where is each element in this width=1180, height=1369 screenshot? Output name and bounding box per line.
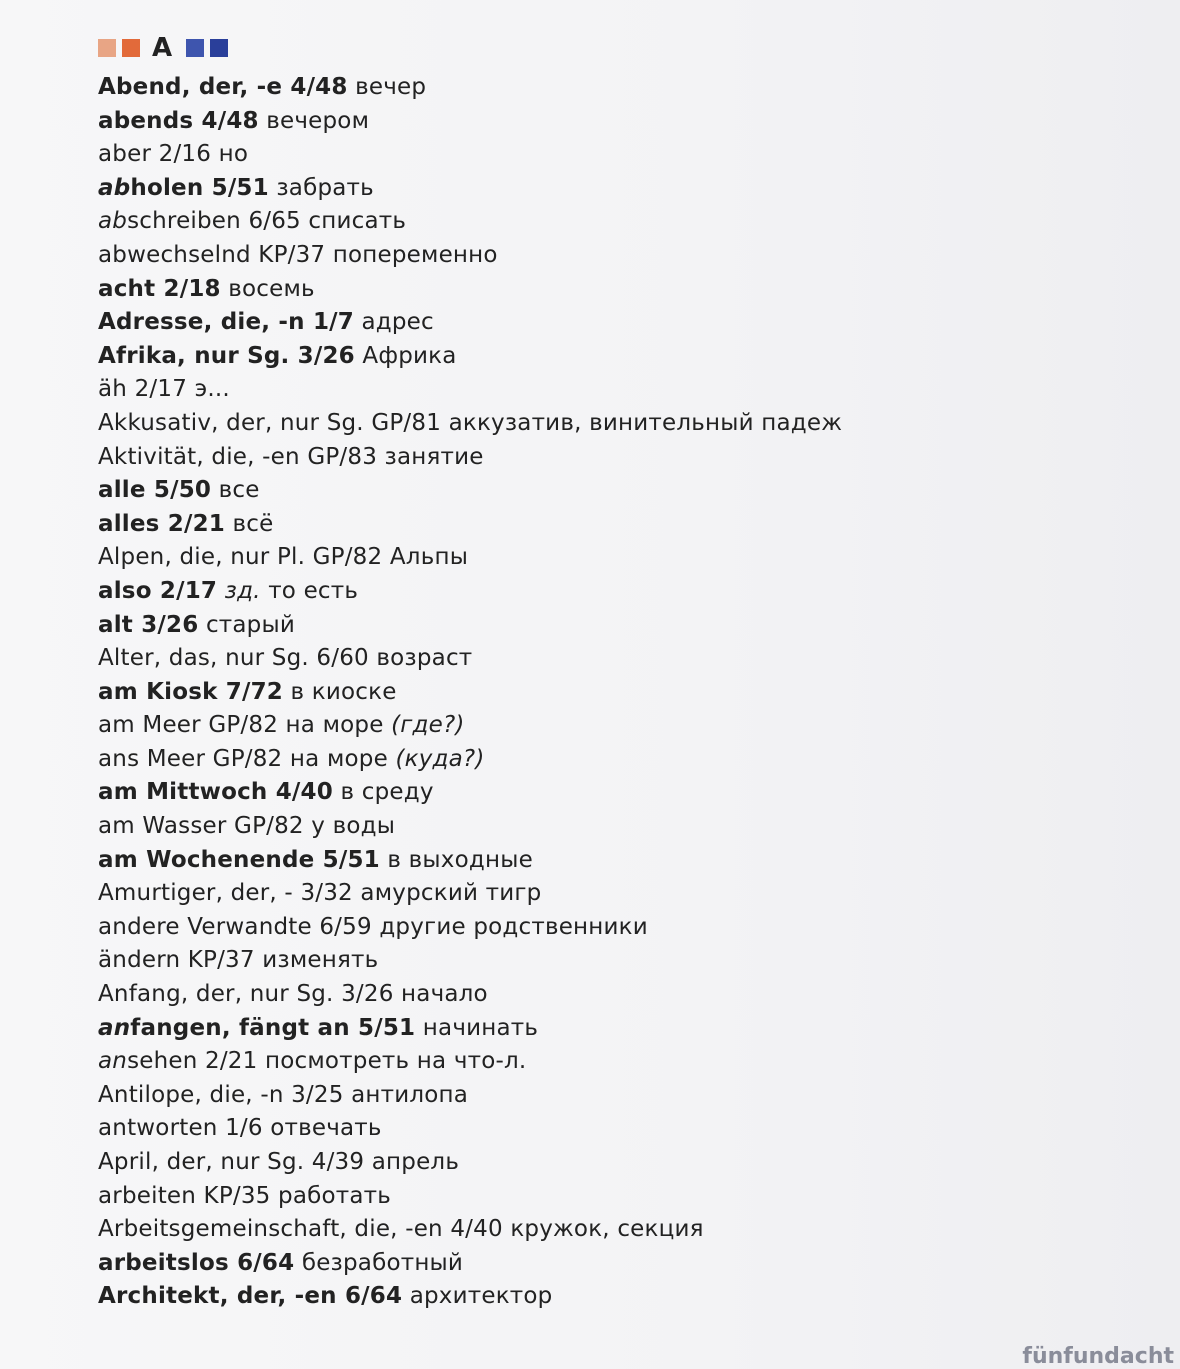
entry-translation: изменять	[262, 947, 379, 974]
headword-text: arbeiten KP/35	[98, 1182, 271, 1209]
vocab-entry	[98, 911, 842, 945]
entry-headword	[98, 645, 369, 671]
entry-headword	[98, 242, 325, 268]
entry-headword	[98, 1015, 415, 1041]
headword-text: am Wasser GP/82	[98, 813, 304, 840]
vocab-entry	[98, 508, 842, 542]
headword-text: schreiben 6/65	[127, 208, 301, 235]
entry-headword	[98, 208, 301, 234]
entry-translation: всё	[232, 510, 274, 537]
entry-headword	[98, 544, 382, 570]
entry-headword	[98, 612, 198, 638]
headword-text: alles 2/21	[98, 510, 225, 537]
vocab-entry	[98, 541, 842, 575]
separable-prefix: an	[98, 1014, 131, 1041]
vocab-entry	[98, 138, 842, 172]
headword-text: Alter, das, nur Sg. 6/60	[98, 645, 369, 672]
entry-translation: возраст	[376, 645, 473, 672]
entry-translation: отвечать	[270, 1115, 382, 1142]
entry-headword	[98, 1250, 294, 1276]
headword-text: Anfang, der, nur Sg. 3/26	[98, 981, 394, 1008]
entry-headword	[98, 74, 348, 100]
entry-headword	[98, 141, 211, 167]
entry-translation: старый	[205, 611, 295, 638]
entry-headword	[98, 108, 259, 134]
entry-headword	[98, 947, 255, 973]
vocab-entry	[98, 810, 842, 844]
headword-text: Adresse, die, -n 1/7	[98, 309, 354, 336]
vocab-entry	[98, 877, 842, 911]
vocab-entry	[98, 1280, 842, 1314]
entry-translation: э...	[194, 376, 230, 403]
entry-translation: адрес	[361, 309, 434, 336]
vocab-entry	[98, 1045, 842, 1079]
headword-text: holen 5/51	[130, 174, 269, 201]
vocabulary-list	[98, 71, 842, 1314]
vocab-entry	[98, 71, 842, 105]
entry-headword	[98, 511, 225, 537]
separable-prefix: ab	[98, 174, 131, 201]
entry-headword	[98, 813, 304, 839]
entry-translation: у воды	[311, 813, 396, 840]
entry-translation: на море	[289, 745, 388, 772]
vocab-entry	[98, 743, 842, 777]
headword-text: alt 3/26	[98, 611, 199, 638]
entry-headword	[98, 1183, 271, 1209]
entry-headword	[98, 578, 217, 604]
entry-translation: амурский тигр	[360, 880, 542, 907]
headword-text: acht 2/18	[98, 275, 221, 302]
headword-text: andere Verwandte 6/59	[98, 913, 372, 940]
entry-translation: посмотреть на что-л.	[265, 1048, 527, 1075]
headword-text: ändern KP/37	[98, 947, 255, 974]
headword-text: Abend, der, -e 4/48	[98, 74, 348, 100]
entry-translation: в киоске	[290, 678, 397, 705]
headword-text: Architekt, der, -en 6/64	[98, 1283, 403, 1310]
entry-headword	[98, 175, 269, 201]
usage-note: (куда?)	[395, 745, 485, 772]
entry-headword	[98, 880, 353, 906]
section-header	[98, 33, 228, 63]
vocab-entry	[98, 609, 842, 643]
entry-headword	[98, 679, 283, 705]
entry-translation: в выходные	[387, 846, 533, 873]
vocab-entry	[98, 373, 842, 407]
headword-text: antworten 1/6	[98, 1115, 263, 1142]
headword-text: Alpen, die, nur Pl. GP/82	[98, 544, 383, 571]
separable-prefix: an	[98, 1048, 128, 1075]
headword-text: abends 4/48	[98, 107, 259, 134]
vocab-entry	[98, 1112, 842, 1146]
vocab-entry	[98, 844, 842, 878]
headword-text: ans Meer GP/82	[98, 745, 283, 772]
headword-text: am Wochenende 5/51	[98, 846, 380, 873]
color-square-3	[186, 39, 204, 57]
entry-headword	[98, 309, 354, 335]
entry-headword	[98, 1115, 263, 1141]
headword-text: Afrika, nur Sg. 3/26	[98, 342, 355, 369]
entry-translation: Альпы	[389, 544, 469, 571]
entry-translation: аккузатив, винительный падеж	[448, 409, 843, 436]
separable-prefix: ab	[98, 208, 128, 235]
entry-translation: вечером	[266, 107, 370, 134]
vocab-entry	[98, 676, 842, 710]
vocab-entry	[98, 709, 842, 743]
entry-headword	[98, 746, 282, 772]
vocab-entry	[98, 978, 842, 1012]
entry-translation: в среду	[340, 779, 434, 806]
headword-text: April, der, nur Sg. 4/39	[98, 1149, 365, 1175]
headword-text: am Mittwoch 4/40	[98, 779, 333, 806]
entry-headword	[98, 1082, 344, 1108]
entry-headword	[98, 981, 394, 1007]
usage-note: (где?)	[391, 712, 465, 739]
entry-headword	[98, 712, 278, 738]
vocab-entry	[98, 205, 842, 239]
entry-translation: архитектор	[409, 1283, 553, 1310]
entry-translation: кружок, секция	[510, 1216, 704, 1243]
vocab-entry	[98, 1079, 842, 1113]
entry-translation: занятие	[384, 443, 484, 470]
headword-text: am Meer GP/82	[98, 712, 279, 739]
entry-translation: восемь	[228, 275, 315, 302]
headword-text: äh 2/17	[98, 376, 188, 403]
headword-text: Akkusativ, der, nur Sg. GP/81	[98, 409, 442, 436]
headword-text: Arbeitsgemeinschaft, die, -en 4/40	[98, 1216, 503, 1243]
entry-translation: забрать	[276, 174, 374, 201]
entry-headword	[98, 1216, 503, 1242]
vocab-entry	[98, 306, 842, 340]
color-square-4	[210, 39, 228, 57]
entry-translation: на море	[285, 712, 384, 739]
entry-translation: но	[218, 141, 249, 168]
vocab-entry	[98, 944, 842, 978]
vocab-entry	[98, 239, 842, 273]
entry-translation: то есть	[268, 577, 359, 604]
vocab-entry	[98, 642, 842, 676]
entry-headword	[98, 410, 441, 436]
entry-headword	[98, 477, 211, 503]
entry-headword	[98, 1283, 402, 1309]
vocab-entry	[98, 1213, 842, 1247]
vocab-entry	[98, 105, 842, 139]
entry-translation: антилопа	[351, 1081, 469, 1108]
headword-text: aber 2/16	[98, 141, 212, 168]
entry-headword	[98, 1149, 364, 1175]
vocab-entry	[98, 1146, 842, 1180]
vocab-entry	[98, 1012, 842, 1046]
section-letter: A	[152, 33, 173, 63]
headword-text: arbeitslos 6/64	[98, 1249, 295, 1276]
entry-headword	[98, 1048, 257, 1074]
entry-translation: Африка	[362, 342, 457, 369]
entry-headword	[98, 376, 187, 402]
vocab-entry	[98, 441, 842, 475]
headword-text: sehen 2/21	[127, 1048, 258, 1075]
color-square-1	[98, 39, 116, 57]
entry-translation: апрель	[371, 1149, 460, 1175]
entry-headword	[98, 779, 333, 805]
entry-headword	[98, 444, 377, 470]
entry-headword	[98, 343, 355, 369]
headword-text: fangen, fängt an 5/51	[130, 1014, 416, 1041]
vocab-entry	[98, 172, 842, 206]
entry-translation: начинать	[422, 1014, 539, 1041]
headword-text: alle 5/50	[98, 477, 212, 504]
headword-text: abwechselnd KP/37	[98, 241, 326, 268]
headword-text: also 2/17	[98, 577, 218, 604]
entry-translation: попеременно	[332, 241, 498, 268]
page-number-footer: fünfundacht	[1022, 1344, 1174, 1369]
vocab-entry	[98, 273, 842, 307]
vocab-entry	[98, 575, 842, 609]
vocab-entry	[98, 1180, 842, 1214]
entry-translation: начало	[401, 981, 488, 1008]
vocab-entry	[98, 407, 842, 441]
entry-headword	[98, 914, 372, 940]
entry-translation: безработный	[301, 1249, 464, 1276]
headword-text: Amurtiger, der, - 3/32	[98, 880, 353, 907]
entry-translation: вечер	[355, 74, 427, 100]
headword-text: Antilope, die, -n 3/25	[98, 1081, 344, 1108]
entry-translation: списать	[308, 208, 407, 235]
vocab-entry	[98, 340, 842, 374]
usage-note: зд.	[224, 577, 261, 604]
entry-translation: работать	[278, 1182, 392, 1209]
vocab-entry	[98, 776, 842, 810]
color-square-2	[122, 39, 140, 57]
entry-headword	[98, 276, 221, 302]
headword-text: am Kiosk 7/72	[98, 678, 284, 705]
entry-translation: другие родственники	[379, 913, 648, 940]
vocab-entry	[98, 474, 842, 508]
headword-text: Aktivität, die, -en GP/83	[98, 443, 378, 470]
vocab-entry	[98, 1247, 842, 1281]
entry-translation: все	[218, 477, 260, 504]
entry-headword	[98, 847, 380, 873]
